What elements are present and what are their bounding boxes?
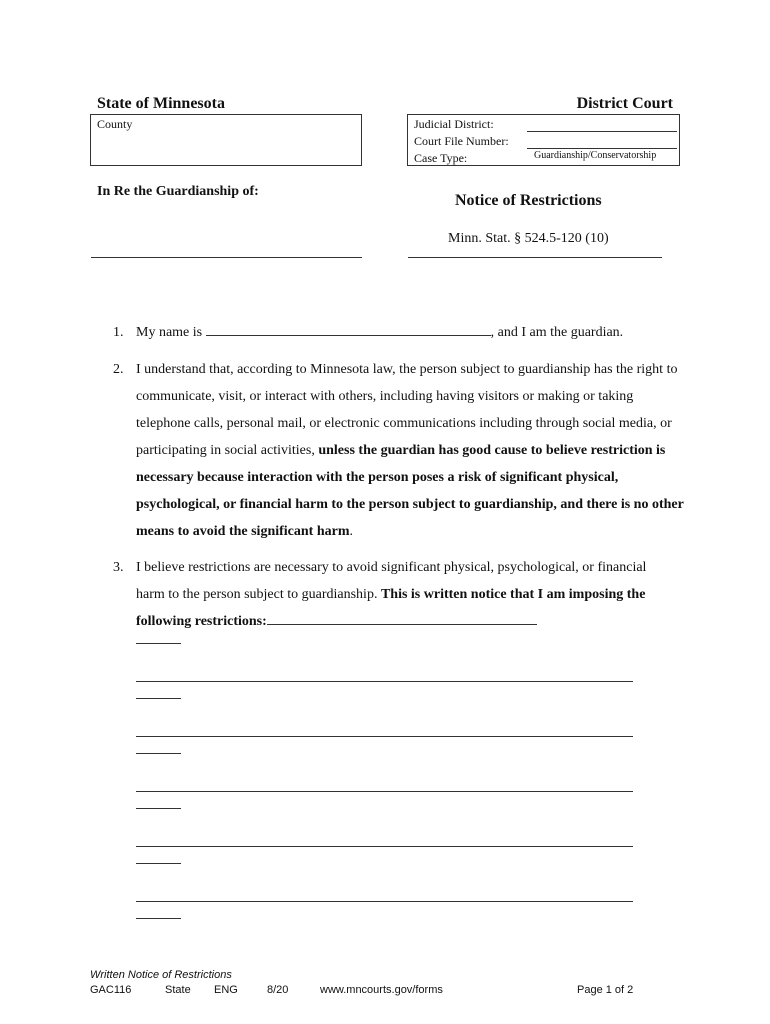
restriction-reason-text: I believe restrictions are necessary to avoid significant physical, psychological, or financial harm to the person subject to guardianship. <box>136 560 647 602</box>
judicial-district-field[interactable] <box>527 116 677 132</box>
county-label: County <box>97 117 133 131</box>
item-number: 2. <box>113 362 124 377</box>
restriction-notice-text: This is written notice that I am imposing the following restrictions: <box>136 587 646 629</box>
footer-website: www.mncourts.gov/forms <box>320 984 443 996</box>
footer-page-number: Page 1 of 2 <box>577 984 634 996</box>
state-heading: State of Minnesota <box>97 95 225 112</box>
document-title: Notice of Restrictions <box>455 192 602 209</box>
item-text <box>136 356 691 545</box>
in-re-label: In Re the Guardianship of: <box>97 184 259 199</box>
restriction-line-end <box>136 753 181 754</box>
case-info-box <box>407 114 680 166</box>
rights-text: I understand that, according to Minnesota law, the person subject to guardianship has the right to communicate, visit, or interact with others, including having visitors or making or taking telephone calls, personal mail, or electronic communications including through social media, or participating in social activities, <box>136 362 678 458</box>
statute-underline <box>408 257 662 258</box>
restriction-field-4[interactable] <box>136 791 633 792</box>
restriction-line-end <box>136 698 181 699</box>
list-item <box>113 319 713 346</box>
restriction-line-end <box>136 863 181 864</box>
name-prefix: My name is <box>136 325 206 340</box>
restriction-field-2[interactable] <box>136 681 633 682</box>
list-item <box>113 356 713 546</box>
court-file-number-field[interactable] <box>527 133 677 149</box>
judicial-district-label: Judicial District: <box>414 117 494 131</box>
restriction-line-end <box>136 808 181 809</box>
restriction-field-6[interactable] <box>136 901 633 902</box>
ward-name-field[interactable] <box>91 257 362 258</box>
item-number: 3. <box>113 560 124 575</box>
item-number: 1. <box>113 325 124 340</box>
item-text <box>136 554 671 635</box>
restriction-field-5[interactable] <box>136 846 633 847</box>
case-type-value: Guardianship/Conservatorship <box>534 150 657 161</box>
restriction-line-end <box>136 643 181 644</box>
footer-form-code: GAC116 <box>90 984 132 996</box>
footer-jurisdiction: State <box>165 984 191 996</box>
county-box <box>90 114 362 166</box>
rights-end: . <box>349 524 353 539</box>
statute-reference: Minn. Stat. § 524.5-120 (10) <box>448 231 609 246</box>
list-item <box>113 554 713 635</box>
guardian-name-field[interactable] <box>206 323 491 336</box>
restriction-field-3[interactable] <box>136 736 633 737</box>
footer-language: ENG <box>214 984 238 996</box>
case-type-label: Case Type: <box>414 151 468 165</box>
item-text <box>136 319 691 346</box>
rights-exception-text: unless the guardian has good cause to believe restriction is necessary because interaction with the person poses a risk of significant physical, psychological, or financial harm to the person subject to guardianship, and there is no other means to avoid the significant harm <box>136 443 684 539</box>
footer-revision: 8/20 <box>267 984 289 996</box>
footer-form-title: Written Notice of Restrictions <box>90 969 232 981</box>
court-file-number-label: Court File Number: <box>414 134 509 148</box>
name-suffix: , and I am the guardian. <box>490 325 624 340</box>
restriction-field-1[interactable] <box>267 612 537 625</box>
restriction-line-end <box>136 918 181 919</box>
court-heading: District Court <box>576 95 673 112</box>
